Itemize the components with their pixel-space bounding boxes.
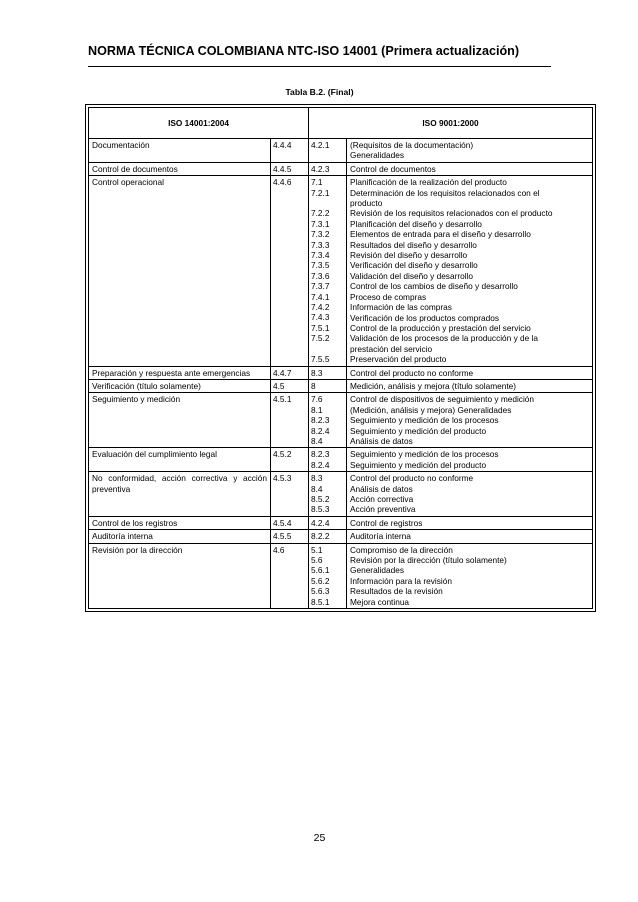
iso9001-clause-description: Verificación del diseño y desarrollo	[350, 260, 478, 271]
iso9001-clause-description: Control del producto no conforme	[350, 473, 474, 484]
iso9001-clause-description: Verificación de los productos comprados	[350, 312, 499, 323]
table-row	[89, 448, 593, 472]
iso9001-clause-number: 4.2.3	[311, 163, 330, 174]
iso9001-clause-descriptions	[347, 162, 593, 175]
iso14001-clause-number: 4.4.5	[271, 162, 309, 175]
iso9001-clause-number: 8.5.3	[311, 504, 330, 515]
iso9001-clause-description: Análisis de datos	[350, 435, 413, 446]
table-row	[89, 139, 593, 163]
iso9001-clause-numbers	[309, 448, 347, 472]
iso9001-clause-descriptions	[347, 379, 593, 392]
iso9001-clause-number: 5.6	[311, 555, 323, 566]
iso9001-clause-description: Auditoría interna	[350, 531, 411, 542]
iso9001-clause-number: 4.2.4	[311, 517, 330, 528]
iso9001-clause-description: producto	[350, 198, 383, 209]
iso9001-clause-description: (Medición, análisis y mejora) Generalidades	[350, 404, 512, 415]
iso9001-clause-number: 7.3.7	[311, 281, 330, 292]
iso9001-clause-description: Validación de los procesos de la producción y de la	[350, 333, 539, 344]
iso9001-clause-number: 7.3.6	[311, 270, 330, 281]
iso14001-clause-name: No conformidad, acción correctiva y acción preventiva	[89, 472, 271, 517]
iso14001-clause-name: Documentación	[89, 139, 271, 163]
iso9001-clause-number: 7.4.2	[311, 302, 330, 313]
page-number: 25	[313, 832, 326, 844]
iso9001-clause-description: Validación del diseño y desarrollo	[350, 270, 474, 281]
iso14001-clause-name: Seguimiento y medición	[89, 393, 271, 448]
table-row	[89, 366, 593, 379]
iso9001-clause-number: 8.2.3	[311, 415, 330, 426]
iso9001-clause-description: Resultados de la revisión	[350, 586, 443, 597]
iso9001-clause-description: (Requisitos de la documentación)	[350, 140, 474, 150]
iso9001-clause-description: Elementos de entrada para el diseño y desarrollo	[350, 229, 531, 240]
iso14001-clause-number: 4.5.2	[271, 448, 309, 472]
iso9001-clause-descriptions	[347, 366, 593, 379]
iso9001-clause-descriptions	[347, 139, 593, 163]
iso9001-clause-description: Determinación de los requisitos relacionados con el	[350, 187, 540, 198]
iso14001-clause-number: 4.5.1	[271, 393, 309, 448]
iso9001-clause-description: Compromiso de la dirección	[350, 544, 453, 555]
iso9001-clause-description: Revisión del diseño y desarrollo	[350, 250, 468, 261]
table-header-row	[89, 108, 593, 139]
iso14001-clause-name: Preparación y respuesta ante emergencias	[89, 366, 271, 379]
iso9001-clause-description: Control de la producción y prestación del servicio	[350, 322, 531, 333]
iso9001-clause-number: 7.2.1	[311, 187, 330, 198]
iso9001-clause-number: 7.1	[311, 177, 323, 188]
iso9001-clause-number: 4.2.1	[311, 140, 330, 150]
table-row	[89, 379, 593, 392]
iso9001-clause-description: Acción correctiva	[350, 494, 414, 504]
iso9001-clause-numbers	[309, 393, 347, 448]
iso9001-clause-number: 8.2.3	[311, 449, 330, 460]
iso9001-clause-number	[311, 344, 343, 354]
iso9001-clause-description: Control del producto no conforme	[350, 367, 474, 378]
iso9001-clause-description: Información de las compras	[350, 302, 452, 313]
iso14001-clause-name: Control de documentos	[89, 162, 271, 175]
iso9001-clause-descriptions	[347, 176, 593, 366]
table-row	[89, 516, 593, 529]
iso9001-clause-number: 8.5.2	[311, 494, 330, 504]
iso9001-clause-number: 7.3.1	[311, 218, 330, 229]
iso9001-clause-number: 8.4	[311, 483, 323, 494]
table-row	[89, 162, 593, 175]
iso9001-clause-numbers	[309, 379, 347, 392]
iso9001-clause-number: 8.2.4	[311, 459, 330, 470]
iso14001-clause-number: 4.4.6	[271, 176, 309, 366]
iso9001-clause-numbers	[309, 366, 347, 379]
header-rule	[88, 66, 551, 67]
iso9001-clause-number: 7.3.3	[311, 239, 330, 250]
header-iso-9001: ISO 9001:2000	[309, 108, 593, 139]
iso9001-clause-number: 7.6	[311, 394, 323, 405]
iso9001-clause-numbers	[309, 472, 347, 517]
iso9001-clause-number: 5.1	[311, 544, 323, 555]
iso9001-clause-descriptions	[347, 516, 593, 529]
iso9001-clause-descriptions	[347, 543, 593, 608]
iso9001-clause-description: Generalidades	[350, 565, 404, 576]
iso9001-clause-description: Control de los cambios de diseño y desarrollo	[350, 281, 518, 292]
iso9001-clause-numbers	[309, 162, 347, 175]
iso14001-clause-name: Control operacional	[89, 176, 271, 366]
iso9001-clause-descriptions	[347, 448, 593, 472]
iso9001-clause-description: Revisión de los requisitos relacionados con el producto	[350, 208, 553, 219]
iso14001-clause-number: 4.5	[271, 379, 309, 392]
iso9001-clause-numbers	[309, 139, 347, 163]
iso9001-clause-description: Seguimiento y medición de los procesos	[350, 449, 499, 460]
iso9001-clause-number: 7.3.5	[311, 260, 330, 271]
table-row	[89, 176, 593, 366]
iso9001-clause-description: Preservación del producto	[350, 354, 447, 365]
iso9001-clause-number: 8.3	[311, 473, 323, 484]
iso9001-clause-number: 5.6.3	[311, 586, 330, 597]
iso9001-clause-numbers	[309, 176, 347, 366]
iso9001-clause-number: 8.4	[311, 435, 323, 446]
iso14001-clause-number: 4.5.3	[271, 472, 309, 517]
iso9001-clause-number: 7.4.3	[311, 312, 330, 323]
iso14001-clause-number: 4.5.4	[271, 516, 309, 529]
iso9001-clause-number: 8.1	[311, 404, 323, 415]
iso9001-clause-description: Información para la revisión	[350, 575, 452, 586]
iso9001-clause-description: Revisión por la dirección (título solamente)	[350, 555, 507, 566]
iso14001-clause-name: Verificación (título solamente)	[89, 379, 271, 392]
iso9001-clause-descriptions	[347, 530, 593, 543]
iso9001-clause-number: 8.5.1	[311, 596, 330, 607]
iso9001-clause-number: 7.5.2	[311, 333, 330, 344]
iso14001-clause-name: Revisión por la dirección	[89, 543, 271, 608]
iso9001-clause-description: Control de documentos	[350, 163, 436, 174]
table-row	[89, 472, 593, 517]
table-caption: Tabla B.2. (Final)	[285, 87, 354, 97]
table-row	[89, 393, 593, 448]
iso9001-clause-number	[311, 198, 343, 208]
iso9001-clause-description: Acción preventiva	[350, 504, 416, 515]
table-row	[89, 543, 593, 608]
iso9001-clause-numbers	[309, 516, 347, 529]
iso9001-clause-number	[311, 150, 343, 160]
document-header: NORMA TÉCNICA COLOMBIANA NTC-ISO 14001 (Primera actualización)	[88, 44, 520, 58]
iso9001-clause-description: Control de registros	[350, 517, 423, 528]
iso9001-clause-descriptions	[347, 393, 593, 448]
iso9001-clause-number: 7.2.2	[311, 208, 330, 219]
iso9001-clause-description: Mejora continua	[350, 596, 410, 607]
iso9001-clause-number: 7.5.5	[311, 354, 330, 365]
iso9001-clause-number: 8	[311, 380, 316, 391]
iso9001-clause-number: 8.2.4	[311, 425, 330, 436]
iso14001-clause-name: Auditoría interna	[89, 530, 271, 543]
iso9001-clause-description: Planificación de la realización del producto	[350, 177, 507, 188]
iso9001-clause-number: 8.2.2	[311, 531, 330, 542]
iso9001-clause-description: prestación del servicio	[350, 343, 433, 354]
iso9001-clause-number: 5.6.1	[311, 565, 330, 576]
iso14001-clause-number: 4.4.4	[271, 139, 309, 163]
iso14001-clause-number: 4.5.5	[271, 530, 309, 543]
correspondence-table	[88, 107, 593, 609]
iso9001-clause-description: Seguimiento y medición del producto	[350, 425, 487, 436]
iso9001-clause-number: 5.6.2	[311, 575, 330, 586]
iso9001-clause-descriptions	[347, 472, 593, 517]
iso9001-clause-description: Proceso de compras	[350, 291, 427, 302]
iso9001-clause-description: Planificación del diseño y desarrollo	[350, 218, 482, 229]
iso9001-clause-description: Seguimiento y medición del producto	[350, 459, 487, 470]
header-iso-14001: ISO 14001:2004	[89, 108, 309, 139]
iso9001-clause-number: 7.3.2	[311, 229, 330, 240]
iso9001-clause-description: Generalidades	[350, 150, 404, 161]
iso14001-clause-number: 4.4.7	[271, 366, 309, 379]
iso9001-clause-number: 7.5.1	[311, 322, 330, 333]
table-row	[89, 530, 593, 543]
iso9001-clause-description: Seguimiento y medición de los procesos	[350, 415, 499, 426]
iso9001-clause-numbers	[309, 530, 347, 543]
iso9001-clause-description: Medición, análisis y mejora (título solamente)	[350, 380, 517, 391]
iso9001-clause-description: Control de dispositivos de seguimiento y medición	[350, 394, 535, 405]
iso14001-clause-number: 4.6	[271, 543, 309, 608]
iso14001-clause-name: Evaluación del cumplimiento legal	[89, 448, 271, 472]
iso14001-clause-name: Control de los registros	[89, 516, 271, 529]
iso9001-clause-number: 8.3	[311, 367, 323, 378]
iso9001-clause-number: 7.3.4	[311, 250, 330, 261]
iso9001-clause-number: 7.4.1	[311, 291, 330, 302]
iso9001-clause-description: Resultados del diseño y desarrollo	[350, 239, 477, 250]
iso9001-clause-numbers	[309, 543, 347, 608]
iso9001-clause-description: Análisis de datos	[350, 483, 413, 494]
